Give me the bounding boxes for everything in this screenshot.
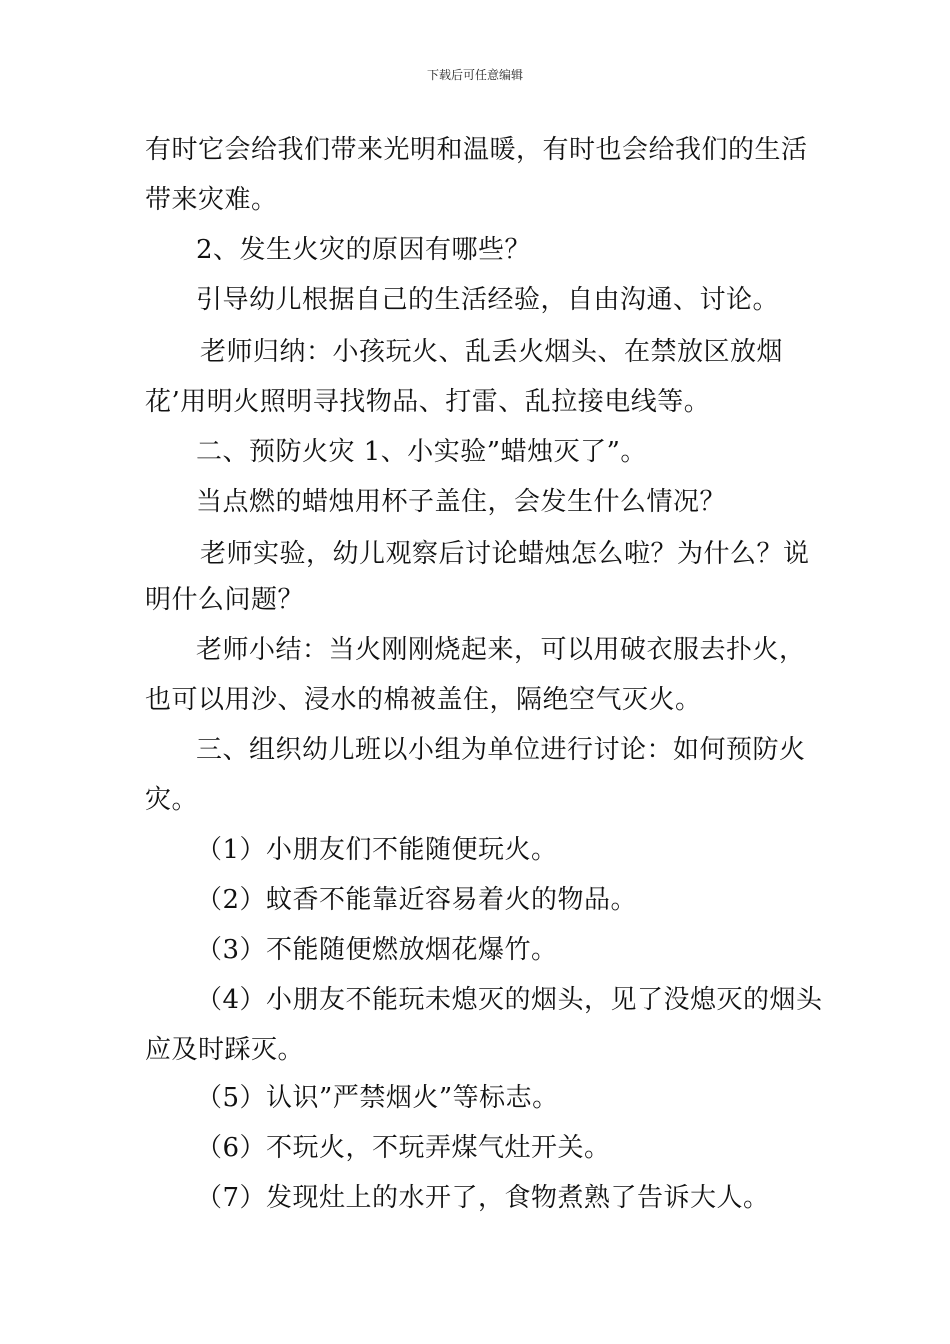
- text-line: 老师小结：当火刚刚烧起来，可以用破衣服去扑火，: [196, 635, 806, 665]
- text-line: 花’用明火照明寻找物品、打雷、乱拉接电线等。: [145, 387, 711, 417]
- text-line: （7）发现灶上的水开了，食物煮熟了告诉大人。: [196, 1183, 770, 1213]
- text-line: 老师实验，幼儿观察后讨论蜡烛怎么啦？为什么？说: [200, 539, 810, 569]
- text-line: （2）蚊香不能靠近容易着火的物品。: [196, 885, 638, 915]
- page-header: 下载后可任意编辑: [426, 68, 523, 82]
- text-line: 引导幼儿根据自己的生活经验，自由沟通、讨论。: [196, 285, 780, 315]
- text-line: 当点燃的蜡烛用杯子盖住，会发生什么情况？: [196, 487, 727, 517]
- text-line: 二、预防火灾 1、小实验”蜡烛灭了”。: [196, 437, 647, 467]
- text-line: 也可以用沙、浸水的棉被盖住，隔绝空气灭火。: [145, 685, 702, 715]
- text-line: 老师归纳：小孩玩火、乱丢火烟头、在禁放区放烟: [200, 337, 784, 367]
- text-line: 灾。: [145, 785, 199, 815]
- text-line: 有时它会给我们带来光明和温暖，有时也会给我们的生活: [145, 135, 808, 165]
- text-line: （1）小朋友们不能随便玩火。: [196, 835, 558, 865]
- text-line: 三、组织幼儿班以小组为单位进行讨论：如何预防火: [196, 735, 806, 765]
- text-line: 带来灾难。: [145, 185, 278, 215]
- text-line: 2、发生火灾的原因有哪些？: [196, 235, 532, 265]
- text-line: （3）不能随便燃放烟花爆竹。: [196, 935, 558, 965]
- text-line: （4）小朋友不能玩未熄灭的烟头，见了没熄灭的烟头: [196, 985, 823, 1015]
- text-line: 明什么问题？: [145, 585, 305, 615]
- text-line: 应及时踩灭。: [145, 1035, 305, 1065]
- text-line: （6）不玩火，不玩弄煤气灶开关。: [196, 1133, 611, 1163]
- text-line: （5）认识”严禁烟火”等标志。: [196, 1083, 559, 1113]
